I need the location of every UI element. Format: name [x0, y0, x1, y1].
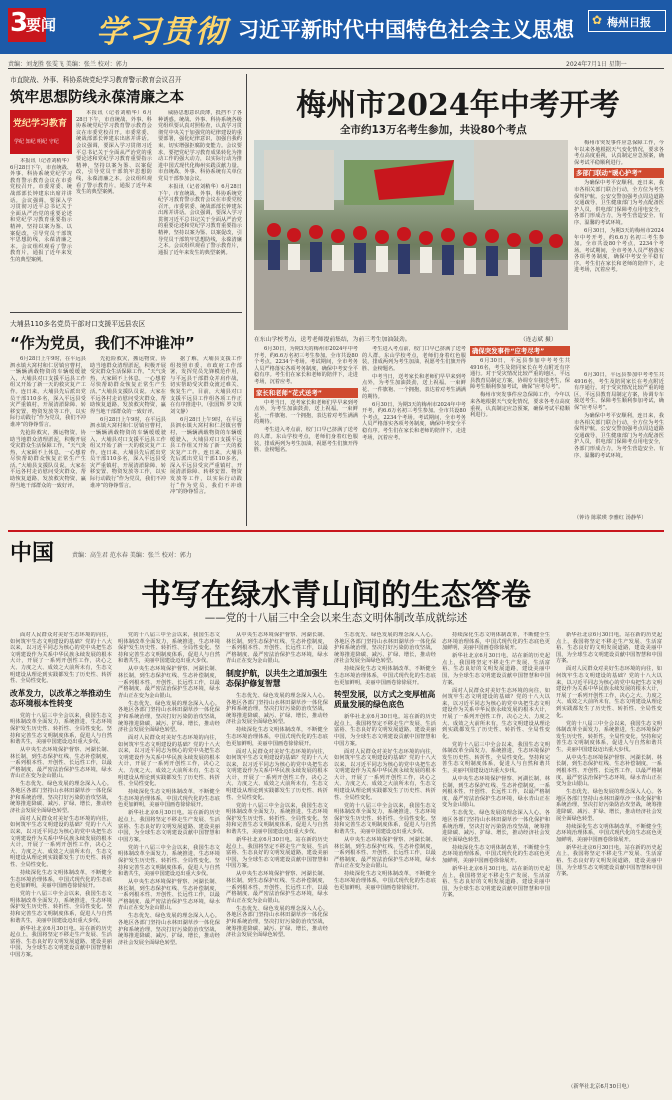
eco-col4	[334, 632, 436, 1090]
paragraph: 6月28日上午9时，在平远县泗水镇大窝村和仁居镇官曹村，一辆辆满载物资的车辆缓缓驶入，大埔县对口支援平远县工作组又开始了新一天的救灾复产工作。连日来，大埔县先后派出党员干部110多名，深入平远县受灾严重镇村，开展清淤除障、转移安置、物资发放等工作，以实际行动践行“作为党员，我们不冲谁冲”的铮铮誓言。	[170, 416, 242, 496]
paragraph: 新华社北京6月30日电。站在新的历史起点上，我国将坚定不移走生产发展、生活富裕、生态良好的文明发展道路，建设美丽中国，为全球生态文明建设贡献中国智慧和中国方案。	[442, 865, 550, 899]
paragraph: 面对人民群众对美好生态环境的向往，如何筑牢生态文明建设的基础？党的十八大以来，以习近平同志为核心的党中央把生态文明建设作为关系中华民族永续发展的根本大计，开展了一系列开创性工作，决心之大、力度之大、成效之大前所未有，生态文明建设从理论到实践都发生了历史性、转折性、全局性变化。	[334, 748, 436, 801]
banner-title: 习近平新时代中国特色社会主义思想	[238, 18, 574, 42]
column-divider	[246, 74, 247, 526]
photo-illustration	[254, 140, 568, 330]
paragraph: 中考当日，送考家长和老师们早早来到考点外，为考生加油鼓劲，送上祝福。一束鲜花、一件旗袍、一个拥抱，表达着对考生满满的期待。	[362, 373, 466, 400]
paragraph: 6月30日，为期3天的梅州市2024年中考开考，约6.6万名初三考生参加。全市共设80个考点，2234个考场。考试期间，全市考务人员严格落实各项考务制度，确保中考安全平稳有序。考生们在家长和老师的陪伴下，走进考场，沉着应考。	[574, 227, 664, 274]
party-education-badge	[10, 110, 72, 154]
paragraph: 从中央生态环境保护督察、河湖长制、林长制，到生态保护红线、生态补偿制度，一系列根本性、开创性、长远性工作，以最严格制度、最严密法治保护生态环境，绿水青山正在变为金山银山。	[10, 747, 112, 780]
paragraph: 党的十八届三中全会以来，我国生态文明体制改革全面发力，系统推进，生态环境保护发生历史性、转折性、全局性变化。坚持和完善生态文明制度体系，促进人与自然和谐共生，美丽中国建设迈出重大步伐。	[10, 712, 112, 746]
exam-col2b	[470, 346, 570, 522]
top-left-col1	[76, 110, 152, 308]
page-number: 3	[10, 8, 29, 38]
paragraph: 持续深化生态文明体制改革，不断健全生态环境治理体系，中国式现代化的生态底色更加鲜明，美丽中国画卷徐徐展开。	[10, 869, 112, 890]
paragraph: 党的十八届三中全会以来，我国生态文明体制改革全面发力，系统推进，生态环境保护发生历史性、转折性、全局性变化。坚持和完善生态文明制度体系，促进人与自然和谐共生，美丽中国建设迈出重大步伐。	[226, 802, 328, 836]
logo-icon: ✿	[592, 13, 603, 27]
paragraph: 面对人民群众对美好生态环境的向往，如何筑牢生态文明建设的基础？党的十八大以来，以习近平同志为核心的党中央把生态文明建设作为关系中华民族永续发展的根本大计，开展了一系列开创性工作，决心之大、力度之大、成效之大前所未有，生态文明建设从理论到实践都发生了历史性、转折性、全局性变化。	[10, 632, 112, 685]
top-left-col1b	[10, 158, 72, 308]
paragraph: 新华社北京6月30日电。站在新的历史起点上，我国将坚定不移走生产发展、生活富裕、生态良好的文明发展道路，建设美丽中国，为全球生态文明建设贡献中国智慧和中国方案。	[10, 925, 112, 958]
eco-subheading: 制度护航，以共生之道加强生态保护修复智慧	[226, 668, 328, 688]
paragraph: 面对人民群众对美好生态环境的向往，如何筑牢生态文明建设的基础？党的十八大以来，以习近平同志为核心的党中央把生态文明建设作为关系中华民族永续发展的根本大计，开展了一系列开创性工作，决心之大、力度之大、成效之大前所未有，生态文明建设从理论到实践都发生了历史性、转折性、全局性变化。	[442, 687, 550, 740]
newspaper-logo	[588, 10, 666, 32]
paragraph: 梅州市突发事件应急保障工作，今年以来各地根据天气变化情况，要求各考点高度重视，认真制定应急预案，确保考试平稳顺利进行。	[470, 392, 570, 419]
mid-left-col3	[170, 356, 242, 520]
paragraph: 持续深化生态文明体制改革，不断健全生态环境治理体系，中国式现代化的生态底色更加鲜明，美丽中国画卷徐徐展开。	[442, 844, 550, 864]
paragraph: 生态优先、绿色发展的理念深入人心。各地区各部门坚持山水林田湖草沙一体化保护和系统治理，坚决打好污染防治攻坚战，统筹推进降碳、减污、扩绿、增长，推动经济社会发展全面绿色转型。	[442, 810, 550, 843]
paragraph: 新华社北京6月30日电。站在新的历史起点上，我国将坚定不移走生产发展、生活富裕、生态良好的文明发展道路，建设美丽中国，为全球生态文明建设贡献中国智慧和中国方案。	[556, 844, 662, 878]
paragraph: 从中央生态环境保护督察、河湖长制、林长制，到生态保护红线、生态补偿制度，一系列根本性、开创性、长远性工作，以最严格制度、最严密法治保护生态环境，绿水青山正在变为金山银山。	[226, 871, 328, 904]
paragraph: 党的十八届三中全会以来，我国生态文明体制改革全面发力，系统推进，生态环境保护发生历史性、转折性、全局性变化。坚持和完善生态文明制度体系，促进人与自然和谐共生，美丽中国建设迈出重大步伐。	[118, 632, 220, 665]
exam-subhead: 全市约13万名考生参加，共设80个考点	[340, 124, 527, 136]
paragraph: 本报讯（记者刘稍华）6月28日下午，市直统战、外事、科协系统党纪学习教育警示教育会议在市委党校召开。市委常委、统战部部长钟建东出席并讲话。会议强调，要深入学习贯彻习近平总书记关于全面从严治党的重要论述和党纪学习教育重要指示精神，坚持以案为鉴、以案促改，引导党员干部筑牢思想防线，永葆清廉之本。会议组织观看了警示教育片，通报了近年来发生的典型案例。	[158, 183, 242, 256]
badge-title: 党纪学习教育	[13, 119, 68, 129]
paragraph: 持续深化生态文明体制改革，不断健全生态环境治理体系，中国式现代化的生态底色更加鲜明，美丽中国画卷徐徐展开。	[442, 632, 550, 652]
china-label: 中国	[10, 541, 55, 566]
badge-subtitle: 学纪 知纪 明纪 守纪	[14, 139, 59, 145]
section-label: 要闻	[26, 16, 57, 34]
paragraph: 本报讯（记者刘稍华）6月28日下午，市直统战、外事、科协系统党纪学习教育警示教育会议在市委党校召开。市委常委、统战部部长钟建东出席并讲话。会议强调，要深入学习贯彻习近平总书记关于全面从严治党的重要论述和党纪学习教育重要指示精神，坚持以案为鉴、以案促改，引导党员干部筑牢思想防线，永葆清廉之本。会议组织观看了警示教育片，通报了近年来发生的典型案例。	[10, 158, 72, 263]
header-date: 2024年7月1日 星期一	[566, 61, 627, 68]
eco-subheading: 改革发力，以改革之举推动生态环境根本性转变	[10, 688, 112, 708]
paragraph: 6月28日上午9时，在平远县泗水镇大窝村和仁居镇官曹村，一辆辆满载物资的车辆缓缓驶入，大埔县对口支援平远县工作组又开始了新一天的救灾复产工作。连日来，大埔县先后派出党员干部110多名，深入平远县受灾严重镇村，开展清淤除障、转移安置、物资发放等工作，以实际行动践行“作为党员，我们不冲谁冲”的铮铮誓言。	[90, 416, 166, 489]
eco-byline: （新华社北京6月30日电）	[568, 1084, 633, 1090]
header-rule	[8, 68, 664, 69]
paragraph: 面对人民群众对美好生态环境的向往，如何筑牢生态文明建设的基础？党的十八大以来，以习近平同志为核心的党中央把生态文明建设作为关系中华民族永续发展的根本大计，开展了一系列开创性工作，决心之大、力度之大、成效之大前所未有，生态文明建设从理论到实践都发生了历史性、转折性、全局性变化。	[226, 748, 328, 801]
paragraph: 新华社北京6月30日电。站在新的历史起点上，我国将坚定不移走生产发展、生活富裕、生态良好的文明发展道路，建设美丽中国，为全球生态文明建设贡献中国智慧和中国方案。	[226, 837, 328, 870]
calligraphy-title: 学习贯彻	[96, 14, 228, 50]
paragraph: 生态优先、绿色发展的理念深入人心。各地区各部门坚持山水林田湖草沙一体化保护和系统治理，坚决打好污染防治攻坚战，统筹推进降碳、减污、扩绿、增长，推动经济社会发展全面绿色转型。	[118, 913, 220, 946]
paragraph: 面对人民群众对美好生态环境的向往，如何筑牢生态文明建设的基础？党的十八大以来，以习近平同志为核心的党中央把生态文明建设作为关系中华民族永续发展的根本大计，开展了一系列开创性工作，决心之大、力度之大、成效之大前所未有，生态文明建设从理论到实践都发生了历史性、转折性、全局性变化。	[556, 666, 662, 719]
paragraph: 生态优先、绿色发展的理念深入人心。各地区各部门坚持山水林田湖草沙一体化保护和系统治理，坚决打好污染防治攻坚战，统筹推进降碳、减污、扩绿、增长，推动经济社会发展全面绿色转型。	[226, 692, 328, 726]
paragraph: 生态优先、绿色发展的理念深入人心。各地区各部门坚持山水林田湖草沙一体化保护和系统治理，坚决打好污染防治攻坚战，统筹推进降碳、减污、扩绿、增长，推动经济社会发展全面绿色转型。	[226, 905, 328, 939]
paragraph: 先抢险救灾，搬运物资，协助当地群众清理淤泥，积极开展受灾群众生活保障工作。“天气炎热，大家顾不上休息，一心想着尽快帮助群众恢复正常生产生活。”大埔县支援队员说。大家在平远各村走访慰问受灾群众，帮助恢复道路，发放救灾物资，赢得当地干部群众的一致好评。	[10, 429, 86, 489]
paragraph: 考生进入考点前，校门口早已挤满了送考的人群。东山学校考点，老师们身着红色服装，排成两列为考生加油，祝愿考生们旗开得胜、金榜题名。	[362, 346, 466, 372]
paragraph: 生态优先、绿色发展的理念深入人心。各地区各部门坚持山水林田湖草沙一体化保护和系统治理，坚决打好污染防治攻坚战，统筹推进降碳、减污、扩绿、增长，推动经济社会发展全面绿色转型。	[334, 632, 436, 665]
paragraph: 从中央生态环境保护督察、河湖长制、林长制，到生态保护红线、生态补偿制度，一系列根本性、开创性、长远性工作，以最严格制度、最严密法治保护生态环境，绿水青山正在变为金山银山。	[556, 754, 662, 788]
paragraph: 党的十八届三中全会以来，我国生态文明体制改革全面发力，系统推进，生态环境保护发生历史性、转折性、全局性变化。坚持和完善生态文明制度体系，促进人与自然和谐共生，美丽中国建设迈出重大步伐。	[442, 741, 550, 775]
paragraph: 持续深化生态文明体制改革，不断健全生态环境治理体系，中国式现代化的生态底色更加鲜明，美丽中国画卷徐徐展开。	[118, 789, 220, 809]
paragraph: 生态优先、绿色发展的理念深入人心。各地区各部门坚持山水林田湖草沙一体化保护和系统治理，坚决打好污染防治攻坚战，统筹推进降碳、减污、扩绿、增长，推动经济社会发展全面绿色转型。	[10, 781, 112, 814]
paragraph: 从中央生态环境保护督察、河湖长制、林长制，到生态保护红线、生态补偿制度，一系列根本性、开创性、长远性工作，以最严格制度、最严密法治保护生态环境，绿水青山正在变为金山银山。	[118, 879, 220, 912]
paragraph: 威胁思想意识淡薄，抵挡不了各种诱惑。统战、外事、科协系统各级党组织要认真对照检查，认真学习贯彻党中央关于加强党的纪律建设的重要部署，强化纪律意识，加强自我约束，切实增强拒腐防变能力。会议要求，要把党纪学习教育成果转化为推动工作的强大动力，以实际行动为推进中国式现代化梅州实践贡献力量。市直统战、外事、科协系统有关单位党员干部参加会议。	[158, 110, 242, 182]
mid-left-kicker: 大埔县110多名党员干部对口支援平远县农区	[10, 320, 146, 328]
paragraph: 从中央生态环境保护督察、河湖长制、林长制，到生态保护红线、生态补偿制度，一系列根本性、开创性、长远性工作，以最严格制度、最严密法治保护生态环境，绿水青山正在变为金山银山。	[442, 776, 550, 809]
mid-left-headline: “作为党员，我们不冲谁冲”	[10, 334, 195, 352]
eco-subhead: ——党的十八届三中全会以来生态文明体制改革成就综述	[204, 612, 468, 624]
eco-subheading: 转型发展，以方式之变厚植高质量发展的绿色底色	[334, 690, 436, 710]
paragraph: 为确保中考平安顺利，连日来，我市各相关部门联合行动，全方位为考生保驾护航。公安交警加强考点周边道路交通疏导，卫生健康部门为考点配备医护人员，供电部门保障考点用电安全，各部门形成合力，为考生营造安全、有序、温馨的考试环境。	[574, 180, 664, 226]
divider	[10, 312, 242, 313]
eco-col2	[118, 632, 220, 1090]
exam-subheading: 家长和老师“花式送考”	[254, 388, 358, 398]
paragraph: 生态优先、绿色发展的理念深入人心。各地区各部门坚持山水林田湖草沙一体化保护和系统治理，坚决打好污染防治攻坚战，统筹推进降碳、减污、扩绿、增长，推动经济社会发展全面绿色转型。	[556, 789, 662, 822]
exam-headline: 梅州市2024年中考开考	[296, 88, 620, 123]
exam-col3-bottom	[574, 372, 664, 512]
paragraph: 持续深化生态文明体制改革，不断健全生态环境治理体系，中国式现代化的生态底色更加鲜明，美丽中国画卷徐徐展开。	[556, 823, 662, 843]
paragraph: 党的十八届三中全会以来，我国生态文明体制改革全面发力，系统推进，生态环境保护发生历史性、转折性、全局性变化。坚持和完善生态文明制度体系，促进人与自然和谐共生，美丽中国建设迈出重大步伐。	[556, 720, 662, 753]
paragraph: 从中央生态环境保护督察、河湖长制、林长制，到生态保护红线、生态补偿制度，一系列根本性、开创性、长远性工作，以最严格制度、最严密法治保护生态环境，绿水青山正在变为金山银山。	[118, 666, 220, 699]
paragraph: 6月30日，平远县参加中考考生共4916名，考生及陪同家长在考点附近有序通行。对于受灾情况比较严重的地区，平远县教育局制定方案，协调专车接送考生，保障考生顺利参加考试，确保“应考尽考”。	[470, 358, 570, 391]
china-editors: 责编：高生君 范水春 美编：张兰 校对：郭力	[72, 552, 192, 559]
exam-col3	[574, 140, 664, 372]
top-left-col2	[158, 110, 242, 308]
logo-text: 梅州日报	[607, 16, 651, 29]
paragraph: 从中央生态环境保护督察、河湖长制、林长制，到生态保护红线、生态补偿制度，一系列根本性、开创性、长远性工作，以最严格制度、最严密法治保护生态环境，绿水青山正在变为金山银山。	[334, 837, 436, 870]
paragraph: 先抢险救灾，搬运物资，协助当地群众清理淤泥，积极开展受灾群众生活保障工作。“天气炎热，大家顾不上休息，一心想着尽快帮助群众恢复正常生产生活。”大埔县支援队员说。大家在平远各村走访慰问受灾群众，帮助恢复道路，发放救灾物资，赢得当地干部群众的一致好评。	[90, 356, 166, 415]
paragraph: 持续深化生态文明体制改革，不断健全生态环境治理体系，中国式现代化的生态底色更加鲜明，美丽中国画卷徐徐展开。	[334, 871, 436, 891]
paragraph: 为确保中考平安顺利，连日来，我市各相关部门联合行动，全方位为考生保驾护航。公安交警加强考点周边道路交通疏导，卫生健康部门为考点配备医护人员，供电部门保障考点用电安全，各部门形成合力，为考生营造安全、有序、温馨的考试环境。	[574, 412, 664, 459]
paragraph: 生态优先、绿色发展的理念深入人心。各地区各部门坚持山水林田湖草沙一体化保护和系统治理，坚决打好污染防治攻坚战，统筹推进降碳、减污、扩绿、增长，推动经济社会发展全面绿色转型。	[118, 700, 220, 734]
top-left-headline: 筑牢思想防线永葆清廉之本	[10, 90, 184, 106]
paragraph: 新华社北京6月30日电。站在新的历史起点上，我国将坚定不移走生产发展、生活富裕、生态良好的文明发展道路，建设美丽中国，为全球生态文明建设贡献中国智慧和中国方案。	[556, 632, 662, 665]
eco-headline: 书写在绿水青山间的生态答卷	[141, 578, 531, 613]
exam-col1	[254, 346, 358, 522]
mid-left-col2	[90, 356, 166, 520]
exam-byline: （钟诗 陈联瑛 李雅红 汤静华）	[574, 515, 647, 521]
paragraph: 持续深化生态文明体制改革，不断健全生态环境治理体系，中国式现代化的生态底色更加鲜明，美丽中国画卷徐徐展开。	[226, 727, 328, 747]
exam-subheading: 确保突发事件“应考尽考”	[470, 346, 570, 356]
eco-col5	[442, 632, 550, 1090]
exam-col2	[362, 346, 466, 522]
paragraph: 持续深化生态文明体制改革，不断健全生态环境治理体系，中国式现代化的生态底色更加鲜明，美丽中国画卷徐徐展开。	[334, 666, 436, 686]
paragraph: 从中央生态环境保护督察、河湖长制、林长制，到生态保护红线、生态补偿制度，一系列根本性、开创性、长远性工作，以最严格制度、最严密法治保护生态环境，绿水青山正在变为金山银山。	[226, 632, 328, 665]
paragraph: 党的十八届三中全会以来，我国生态文明体制改革全面发力，系统推进，生态环境保护发生历史性、转折性、全局性变化。坚持和完善生态文明制度体系，促进人与自然和谐共生，美丽中国建设迈出重大步伐。	[334, 802, 436, 836]
paragraph: 新华社北京6月30日电。站在新的历史起点上，我国将坚定不移走生产发展、生活富裕、生态良好的文明发展道路，建设美丽中国，为全球生态文明建设贡献中国智慧和中国方案。	[334, 714, 436, 747]
header-editors: 责编：刘龙胜 张雯飞 美编：张兰 校对：郭力	[8, 61, 128, 68]
paragraph: 党的十八届三中全会以来，我国生态文明体制改革全面发力，系统推进，生态环境保护发生历史性、转折性、全局性变化。坚持和完善生态文明制度体系，促进人与自然和谐共生，美丽中国建设迈出重大步伐。	[118, 844, 220, 878]
paragraph: 本报讯（记者刘稍华）6月28日下午，市直统战、外事、科协系统党纪学习教育警示教育会议在市委党校召开。市委常委、统战部部长钟建东出席并讲话。会议强调，要深入学习贯彻习近平总书记关于全面从严治党的重要论述和党纪学习教育重要指示精神，坚持以案为鉴、以案促改，引导党员干部筑牢思想防线，永葆清廉之本。会议组织观看了警示教育片，通报了近年来发生的典型案例。	[76, 110, 152, 196]
paragraph: 6月30日，为期3天的梅州市2024年中考开考，约6.6万名初三考生参加。全市共设80个考点，2234个考场。考试期间，全市考务人员严格落实各项考务制度，确保中考安全平稳有序。考生们在家长和老师的陪伴下，走进考场，沉着应考。	[362, 401, 466, 441]
mid-left-col1	[10, 356, 86, 520]
paragraph: 新华社北京6月30日电。站在新的历史起点上，我国将坚定不移走生产发展、生活富裕、生态良好的文明发展道路，建设美丽中国，为全球生态文明建设贡献中国智慧和中国方案。	[118, 810, 220, 843]
paragraph: 考生进入考点前，校门口早已挤满了送考的人群。东山学校考点，老师们身着红色服装，排成两列为考生加油，祝愿考生们旗开得胜、金榜题名。	[254, 427, 358, 454]
paragraph: 梅州市突发事件应急保障工作，今年以来各地根据天气变化情况，要求各考点高度重视，认真制定应急预案，确保考试平稳顺利进行。	[574, 140, 664, 166]
photo-credit: （连志斌 摄）	[520, 337, 557, 343]
exam-subheading: 多部门联动“暖心护考”	[574, 168, 664, 178]
paragraph: 新华社北京6月30日电。站在新的历史起点上，我国将坚定不移走生产发展、生活富裕、生态良好的文明发展道路，建设美丽中国，为全球生态文明建设贡献中国智慧和中国方案。	[442, 653, 550, 686]
paragraph: 据了解，大埔县支援工作组按照市委、市政府工作部署，发挥党员先锋模范作用，与平远县干部群众并肩作战，切实帮助受灾群众渡过难关、恢复生产。目前，大埔县对口支援平远县工作组各项工作正在有序推进中。（张国辉 罗文琪 刘文静）	[170, 356, 242, 415]
eco-col3	[226, 632, 328, 1090]
paragraph: 6月28日上午9时，在平远县泗水镇大窝村和仁居镇官曹村，一辆辆满载物资的车辆缓缓驶入，大埔县对口支援平远县工作组又开始了新一天的救灾复产工作。连日来，大埔县先后派出党员干部110多名，深入平远县受灾严重镇村，开展清淤除障、转移安置、物资发放等工作，以实际行动践行“作为党员，我们不冲谁冲”的铮铮誓言。	[10, 356, 86, 428]
exam-photo	[254, 140, 568, 330]
paragraph: 面对人民群众对美好生态环境的向往，如何筑牢生态文明建设的基础？党的十八大以来，以习近平同志为核心的党中央把生态文明建设作为关系中华民族永续发展的根本大计，开展了一系列开创性工作，决心之大、力度之大、成效之大前所未有，生态文明建设从理论到实践都发生了历史性、转折性、全局性变化。	[118, 735, 220, 788]
paragraph: 中考当日，送考家长和老师们早早来到考点外，为考生加油鼓劲，送上祝福。一束鲜花、一件旗袍、一个拥抱，表达着对考生满满的期待。	[254, 399, 358, 426]
paragraph: 面对人民群众对美好生态环境的向往，如何筑牢生态文明建设的基础？党的十八大以来，以习近平同志为核心的党中央把生态文明建设作为关系中华民族永续发展的根本大计，开展了一系列开创性工作，决心之大、力度之大、成效之大前所未有，生态文明建设从理论到实践都发生了历史性、转折性、全局性变化。	[10, 815, 112, 868]
eco-col6	[556, 632, 662, 1078]
paragraph: 6月30日，为期3天的梅州市2024年中考开考，约6.6万名初三考生参加。全市共设80个考点，2234个考场。考试期间，全市考务人员严格落实各项考务制度，确保中考安全平稳有序。考生们在家长和老师的陪伴下，走进考场，沉着应考。	[254, 346, 358, 385]
section-rule	[8, 530, 664, 532]
top-left-kicker: 市直院战、外事、科协系统党纪学习教育警示教育会议召开	[10, 76, 182, 84]
photo-caption: 在东山学校考点，送考老师提前集结，为前三考生加油鼓劲。	[254, 337, 411, 343]
paragraph: 党的十八届三中全会以来，我国生态文明体制改革全面发力，系统推进，生态环境保护发生历史性、转折性、全局性变化。坚持和完善生态文明制度体系，促进人与自然和谐共生，美丽中国建设迈出重大步伐。	[10, 891, 112, 924]
eco-col1	[10, 632, 112, 1090]
paragraph: 6月30日，平远县参加中考考生共4916名，考生及陪同家长在考点附近有序通行。对于受灾情况比较严重的地区，平远县教育局制定方案，协调专车接送考生，保障考生顺利参加考试，确保“应考尽考”。	[574, 372, 664, 411]
